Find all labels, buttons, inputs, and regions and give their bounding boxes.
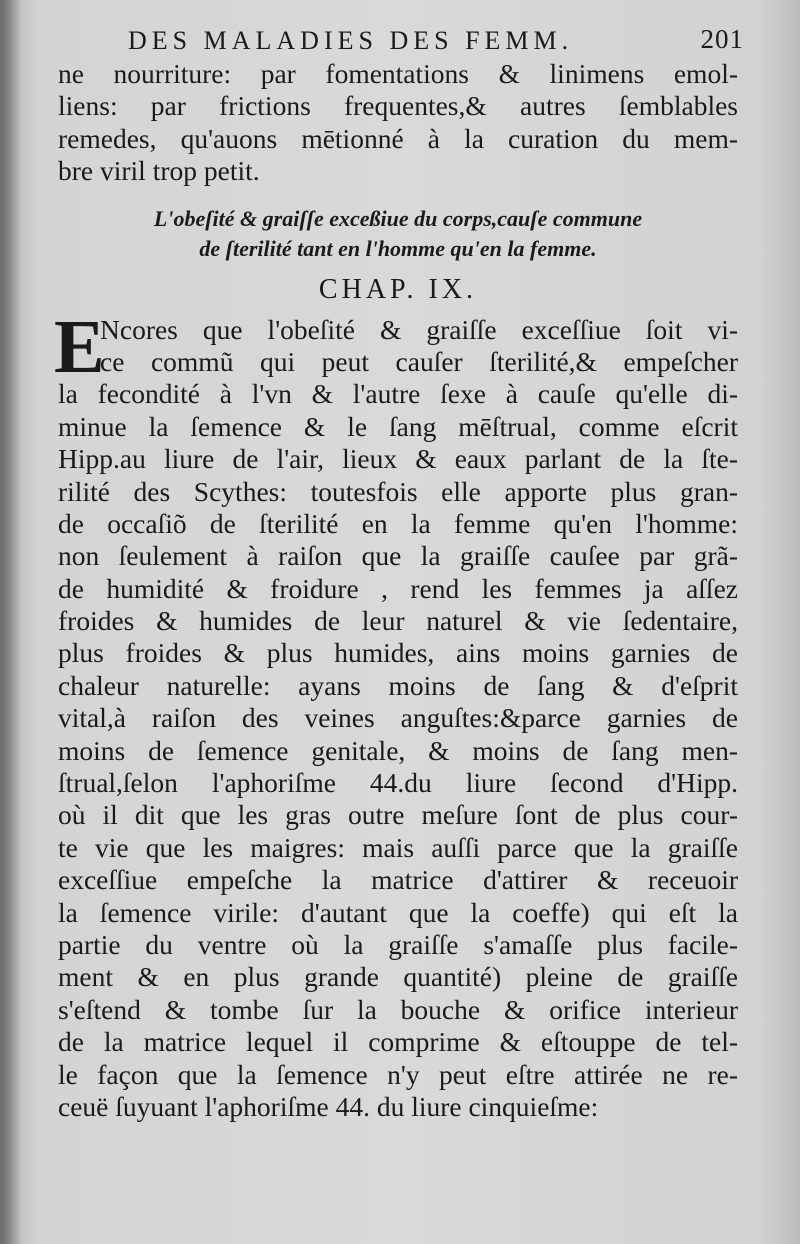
text-line: remedes, qu'auons mētionné à la curation du mem- [58,122,738,154]
text-line: Hipp.au liure de l'air, lieux & eaux parlant de la ſte- [58,443,738,475]
text-line: te vie que les maigres: mais auſſi parce que la graiſſe [58,831,738,863]
continuation-text [58,58,738,188]
text-line: ſtrual,ſelon l'aphoriſme 44.du liure ſecond d'Hipp. [58,767,738,799]
text-line: liens: par frictions frequentes,& autres ſemblables [58,90,738,122]
heading-line: de ſterilité tant en l'homme qu'en la femme. [199,235,597,261]
text-line: non ſeulement à raiſon que la graiſſe cauſee par grã- [58,540,738,572]
running-head [58,20,744,58]
page-number: 201 [700,24,744,54]
text-line: ne nourriture: par fomentations & linimens emol- [58,58,738,89]
section-heading [58,204,738,264]
text-line: où il dit que les gras outre meſure ſont de plus cour- [58,799,738,831]
gutter-shadow [0,0,22,1244]
drop-cap: E [54,304,105,389]
chapter-paragraph [54,304,738,1124]
text-line: de occaſiõ de ſterilité en la femme qu'en l'homme: [58,507,738,539]
running-title: DES MALADIES DES FEMM. [128,26,574,55]
text-line: plus froides & plus humides, ains moins garnies de [58,637,738,669]
text-line: ceuë ſuyuant l'aphoriſme 44. du liure cinquieſme: [58,1090,599,1122]
text-line: froides & humides de leur naturel & vie ſedentaire, [58,605,738,637]
text-line: ce commũ qui peut cauſer ſterilité,& empeſcher [100,345,738,377]
text-line: s'eſtend & tombe ſur la bouche & orifice interieur [58,993,738,1025]
chapter-label: CHAP. IX. [318,273,478,305]
text-line: rilité des Scythes: toutesfois elle apporte plus gran- [58,475,738,507]
text-line: ment & en plus grande quantité) pleine de graiſſe [58,961,738,993]
text-line: Ncores que l'obeſité & graiſſe exceſſiue ſoit vi- [100,313,738,345]
text-line: bre viril trop petit. [58,155,260,187]
text-line: la ſemence virile: d'autant que la coeffe) qui eſt la [58,896,738,928]
text-line: exceſſiue empeſche la matrice d'attirer & receuoir [58,864,738,896]
text-line: minue la ſemence & le ſang mēſtrual, comme eſcrit [58,410,738,442]
text-line: vital,à raiſon des veines anguſtes:&parce garnies de [58,702,738,734]
text-line: chaleur naturelle: ayans moins de ſang & d'eſprit [58,669,738,701]
text-line: partie du ventre où la graiſſe s'amaſſe plus facile- [58,928,738,960]
text-line: de la matrice lequel il comprime & eſtouppe de tel- [58,1026,738,1058]
text-block [54,20,744,1123]
text-line: la fecondité à l'vn & l'autre ſexe à cauſe qu'elle di- [58,378,738,410]
heading-line: L'obeſité & graiſſe exceßiue du corps,cauſe commune [153,205,643,231]
text-line: moins de ſemence genitale, & moins de ſang men- [58,734,738,766]
text-line: le façon que la ſemence n'y peut eſtre attirée ne re- [58,1058,738,1090]
text-line: de humidité & froidure , rend les femmes ja aſſez [58,572,738,604]
